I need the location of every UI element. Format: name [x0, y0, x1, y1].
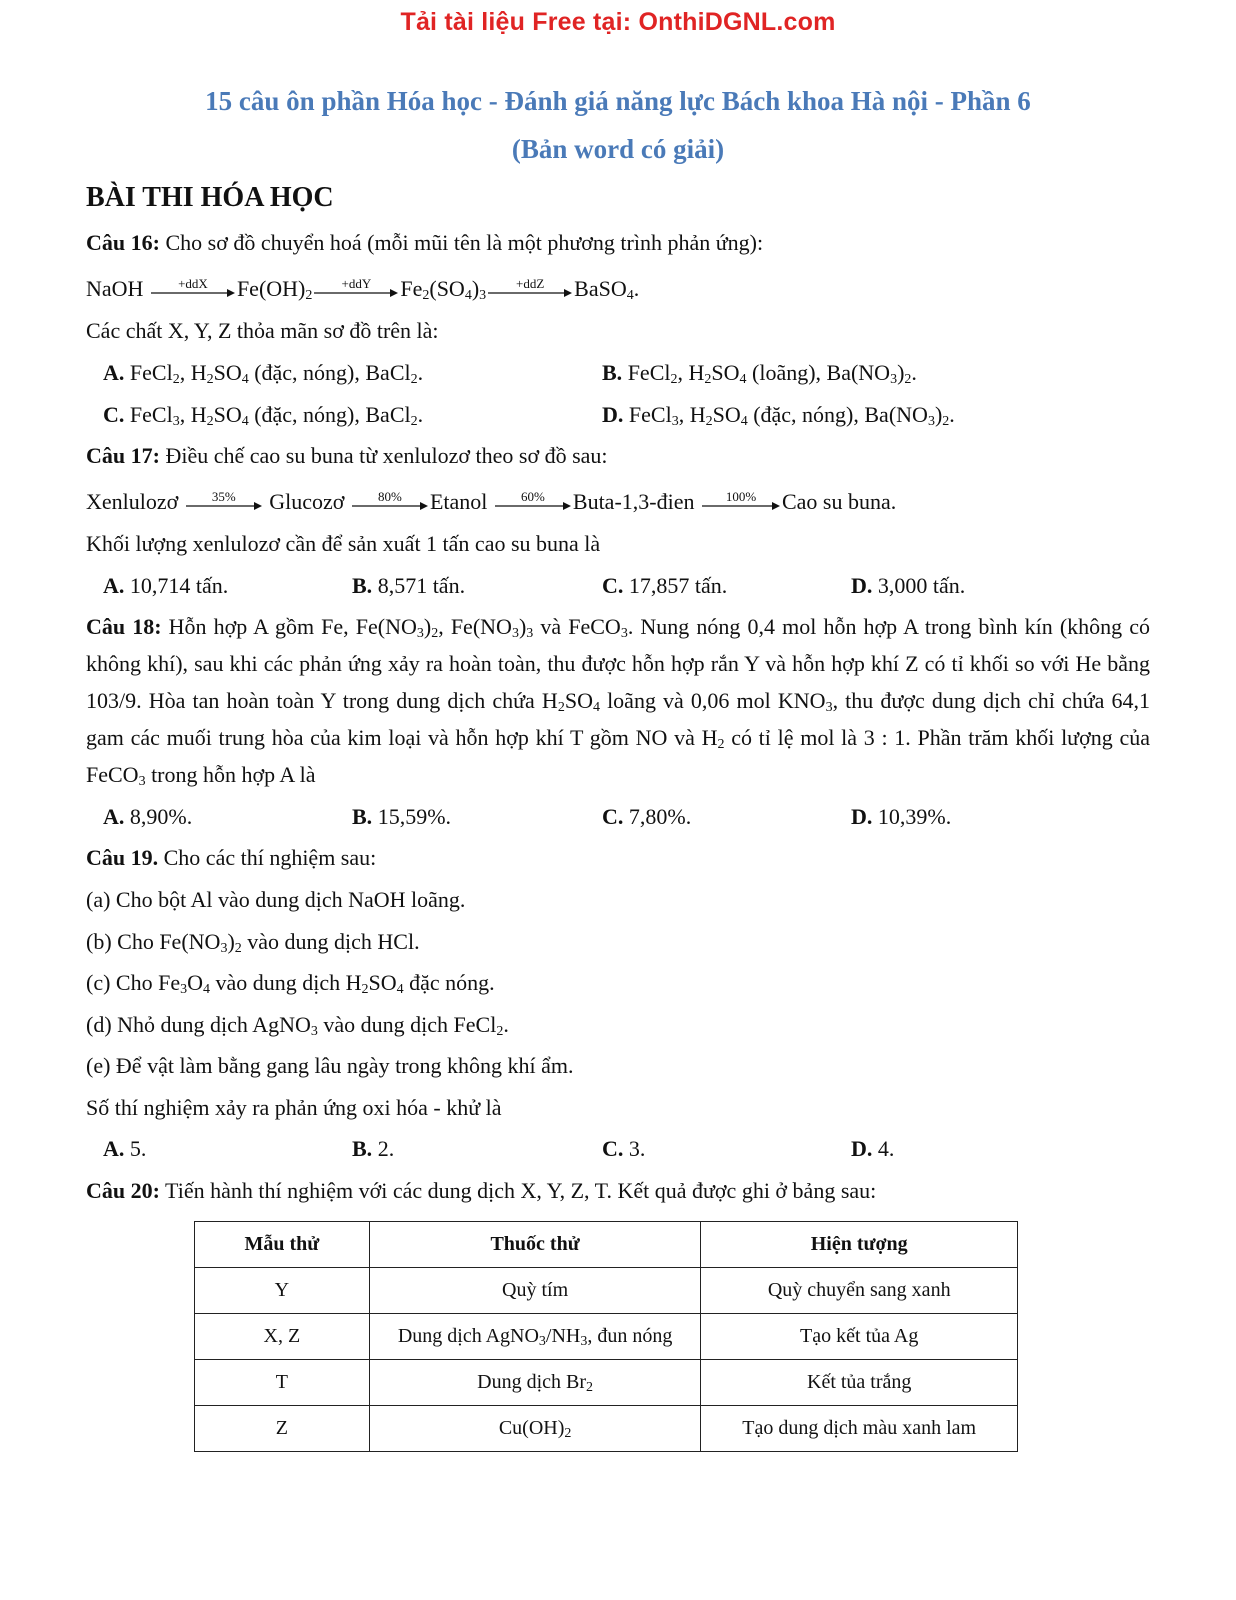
q16-arrow-y: +ddY: [314, 288, 398, 298]
q19-stem: [86, 845, 376, 871]
header-sample: Mẫu thử: [195, 1222, 370, 1268]
q19-item-b: (b) Cho $Fe(NO_3)_2$ vào dung dịch HCl.: [86, 929, 420, 956]
q17-arrow-2: 80%: [352, 501, 428, 511]
q17-arrow-4: 100%: [702, 501, 780, 511]
cell-phenomenon: Kết tủa trắng: [701, 1360, 1018, 1406]
q17-arrow-1: 35%: [186, 501, 262, 511]
header-reagent: Thuốc thử: [369, 1222, 701, 1268]
q17-question: Khối lượng xenlulozơ cần để sản xuất 1 tấn cao su buna là: [86, 531, 601, 556]
q19-item-d: (d) Nhỏ dung dịch AgNO$_3$ vào dung dịch FeCl$_2$.: [86, 1012, 509, 1039]
cell-reagent: $Cu(OH)_2$: [369, 1406, 701, 1452]
table-header-row: [195, 1222, 1018, 1268]
q16-option-b[interactable]: B. FeCl$_2$, $H_2SO_4$ (loãng), $Ba(NO_3)_2$.: [602, 360, 917, 387]
q18-option-c[interactable]: C. 7,80%.: [602, 804, 692, 829]
q16-option-a[interactable]: A. FeCl$_2$, $H_2SO_4$ (đặc, nóng), BaCl$_2$.: [103, 360, 424, 387]
q16-scheme: NaOH +ddX $Fe(OH)_2$ +ddY $Fe_2(SO_4)_3$ +ddZ BaSO$_4$.: [86, 276, 640, 303]
q17-chain-0: Xenlulozơ: [86, 489, 179, 514]
q17-chain-4: Cao su buna.: [781, 489, 897, 514]
cell-phenomenon: Tạo dung dịch màu xanh lam: [701, 1406, 1018, 1452]
document-title: 15 câu ôn phần Hóa học - Đánh giá năng lực Bách khoa Hà nội - Phần 6: [205, 86, 1031, 116]
q16-option-c[interactable]: C. FeCl$_3$, $H_2SO_4$ (đặc, nóng), BaCl$_2$.: [103, 402, 424, 429]
q17-chain-2: Etanol: [429, 489, 488, 514]
q17-arrow-3: 60%: [495, 501, 571, 511]
cell-reagent: Quỳ tím: [369, 1268, 701, 1314]
q17-option-c[interactable]: C. 17,857 tấn.: [602, 573, 728, 598]
q19-item-e: (e) Để vật làm bằng gang lâu ngày trong không khí ẩm.: [86, 1053, 574, 1078]
cell-sample: T: [195, 1360, 370, 1406]
cell-sample: Z: [195, 1406, 370, 1452]
cell-reagent: Dung dịch $Br_2$: [369, 1360, 701, 1406]
cell-sample: X, Z: [195, 1314, 370, 1360]
q19-text: Cho các thí nghiệm sau:: [158, 845, 377, 870]
q20-stem: [86, 1178, 876, 1204]
q17-scheme: [86, 489, 896, 515]
source-banner[interactable]: Tải tài liệu Free tại: OnthiDGNL.com: [400, 8, 836, 36]
table-row: [195, 1314, 1018, 1360]
cell-reagent: Dung dịch $AgNO_3/NH_3$, đun nóng: [369, 1314, 701, 1360]
q17-option-a[interactable]: A. 10,714 tấn.: [103, 573, 229, 598]
q17-stem: [86, 443, 608, 469]
q20-label: Câu 20:: [86, 1178, 160, 1203]
section-heading: BÀI THI HÓA HỌC: [86, 182, 334, 213]
cell-phenomenon: Quỳ chuyển sang xanh: [701, 1268, 1018, 1314]
q16-arrow-z: +ddZ: [488, 288, 572, 298]
q19-question: Số thí nghiệm xảy ra phản ứng oxi hóa - khử là: [86, 1095, 502, 1120]
document-subtitle: (Bản word có giải): [511, 134, 725, 164]
q18-option-b[interactable]: B. 15,59%.: [352, 804, 452, 829]
q16-stem: [86, 230, 763, 256]
table-row: [195, 1268, 1018, 1314]
q16-text: Cho sơ đồ chuyển hoá (mỗi mũi tên là một phương trình phản ứng):: [159, 230, 764, 255]
q19-item-c: (c) Cho $Fe_3O_4$ vào dung dịch $H_2SO_4$ đặc nóng.: [86, 970, 495, 997]
q18-option-a[interactable]: A. 8,90%.: [103, 804, 193, 829]
q19-option-c[interactable]: C. 3.: [602, 1136, 646, 1161]
q18-stem: Câu 18: Hỗn hợp A gồm Fe, $Fe(NO_3)_2$, $Fe(NO_3)_3$ và FeCO$_3$. Nung nóng 0,4 mol hỗn hợp A trong bình kín (không có không khí), sau khi các phản ứng xảy ra hoàn toàn, thu được hỗn hợp rắn Y và hỗn hợp khí Z có tỉ khối so với He bằng 103/9. Hòa tan hoàn toàn Y trong dung dịch chứa $H_2SO_4$ loãng và 0,06 mol $KNO_3$, thu được dung dịch chỉ chứa 64,1 gam các muối trung hòa của kim loại và hỗn hợp khí T gồm NO và $H_2$ có tỉ lệ mol là 3 : 1. Phần trăm khối lượng của FeCO$_3$ trong hỗn hợp A là: [86, 614, 1151, 789]
q17-chain-1: Glucozơ: [269, 489, 345, 514]
cell-sample: Y: [195, 1268, 370, 1314]
q17-option-d[interactable]: D. 3,000 tấn.: [851, 573, 966, 598]
q19-option-d[interactable]: D. 4.: [851, 1136, 895, 1161]
q17-option-b[interactable]: B. 8,571 tấn.: [352, 573, 466, 598]
table-row: [195, 1360, 1018, 1406]
q16-arrow-x: +ddX: [151, 288, 235, 298]
q16-label: Câu 16:: [86, 230, 160, 255]
q18-option-d[interactable]: D. 10,39%.: [851, 804, 952, 829]
q19-label: Câu 19.: [86, 845, 159, 870]
q17-label: Câu 17:: [86, 443, 160, 468]
q17-chain-3: Buta-1,3-đien: [572, 489, 695, 514]
q18-label: Câu 18:: [86, 614, 162, 639]
q19-item-a: (a) Cho bột Al vào dung dịch NaOH loãng.: [86, 887, 466, 912]
results-table: [194, 1221, 1018, 1452]
q17-text: Điều chế cao su buna từ xenlulozơ theo sơ đồ sau:: [159, 443, 608, 468]
q19-option-b[interactable]: B. 2.: [352, 1136, 395, 1161]
q19-option-a[interactable]: A. 5.: [103, 1136, 147, 1161]
q20-text: Tiến hành thí nghiệm với các dung dịch X, Y, Z, T. Kết quả được ghi ở bảng sau:: [159, 1178, 877, 1203]
q16-question: Các chất X, Y, Z thỏa mãn sơ đồ trên là:: [86, 318, 439, 343]
table-row: [195, 1406, 1018, 1452]
header-phenomenon: Hiện tượng: [701, 1222, 1018, 1268]
q16-option-d[interactable]: D. FeCl$_3$, $H_2SO_4$ (đặc, nóng), $Ba(NO_3)_2$.: [602, 402, 955, 429]
cell-phenomenon: Tạo kết tủa Ag: [701, 1314, 1018, 1360]
